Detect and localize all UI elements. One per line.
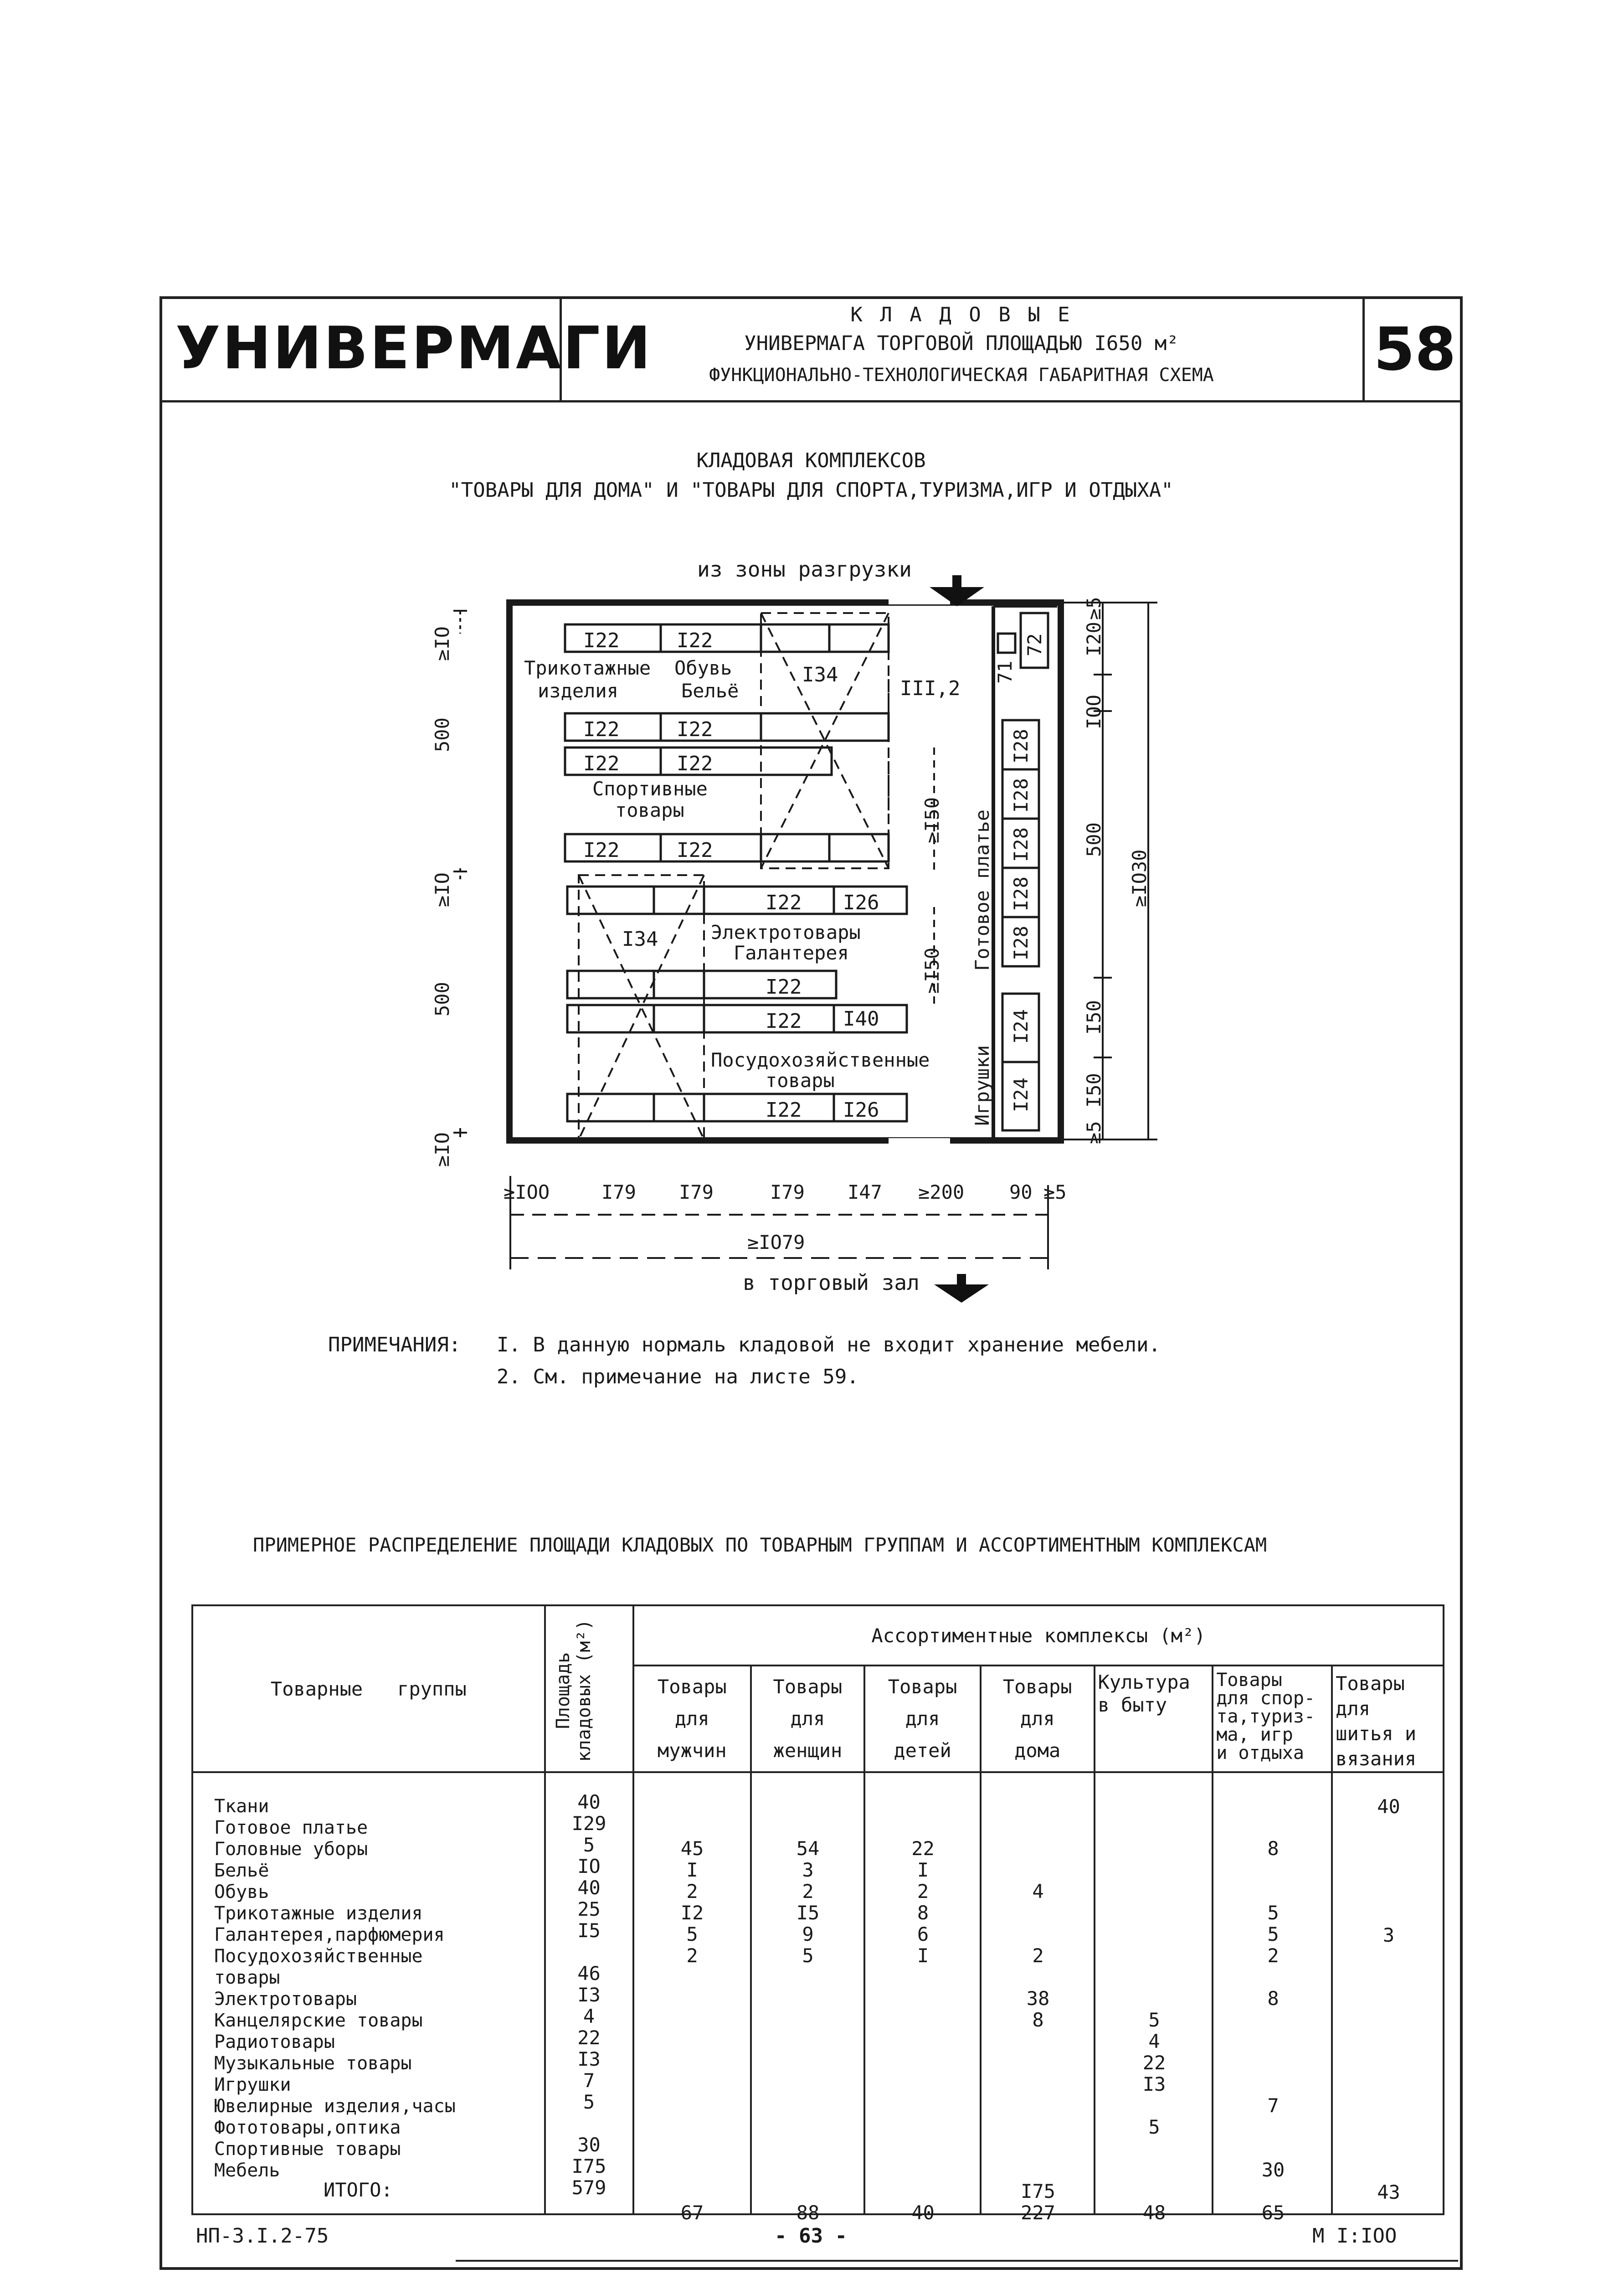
women-cell: 5	[802, 1944, 814, 1967]
svg-text:I50: I50	[1083, 1000, 1105, 1035]
svg-text:I22: I22	[583, 718, 620, 741]
table-women-column	[751, 1816, 865, 2223]
header-women: Товары для женщин	[751, 1665, 865, 1772]
sewing-cell	[1333, 1903, 1444, 1924]
note-2: 2. См. примечание на листе 59.	[497, 1365, 859, 1388]
sport-cell	[1213, 2138, 1333, 2159]
women-cell	[751, 2052, 865, 2073]
plan-title-1: КЛАДОВАЯ КОМПЛЕКСОВ	[696, 449, 926, 472]
svg-text:I79: I79	[601, 1181, 636, 1203]
svg-text:I22: I22	[677, 839, 713, 862]
women-cell	[751, 2181, 865, 2202]
sport-cell: 8	[1267, 1837, 1279, 1860]
svg-text:Бельё: Бельё	[681, 680, 739, 702]
svg-text:I22: I22	[766, 1098, 802, 1122]
header-title-2: УНИВЕРМАГА ТОРГОВОЙ ПЛОЩАДЬЮ I650 м²	[744, 332, 1179, 355]
group-row: Фототовары,оптика	[214, 2117, 401, 2138]
culture-cell: 5	[1148, 2009, 1160, 2031]
women-cell	[751, 1966, 865, 1988]
header-groups: Товарные группы	[192, 1605, 545, 1772]
sewing-cell: 3	[1382, 1924, 1395, 1946]
women-cell	[751, 2031, 865, 2052]
logo-title: УНИВЕРМАГИ	[175, 315, 653, 382]
group-row: Игрушки	[214, 2074, 291, 2095]
children-cell: 22	[911, 1837, 935, 1860]
svg-text:≥IO: ≥IO	[431, 1132, 453, 1167]
sheet-number: 58	[1373, 315, 1456, 384]
culture-cell	[1095, 1838, 1213, 1859]
table-children-column	[865, 1816, 981, 2223]
men-cell	[633, 2009, 751, 2031]
header-area: Площадь кладовых (м²)	[545, 1605, 633, 1772]
group-row: Готовое платье	[214, 1817, 368, 1838]
group-row: Электротовары	[214, 1989, 357, 2010]
women-cell: 88	[796, 2202, 820, 2224]
area-cell: 4	[583, 2005, 595, 2027]
home-cell: 8	[1032, 2009, 1044, 2031]
culture-cell	[1095, 1881, 1213, 1902]
women-cell	[751, 2138, 865, 2159]
area-cell: 5	[583, 1834, 595, 1856]
culture-cell	[1095, 2138, 1213, 2159]
area-cell	[545, 1941, 633, 1963]
svg-text:I22: I22	[766, 1010, 802, 1033]
svg-text:I26: I26	[843, 1098, 879, 1122]
svg-text:Трикотажные: Трикотажные	[524, 657, 651, 679]
dim-total-bottom: ≥IO79	[747, 1231, 805, 1253]
sewing-cell	[1333, 1967, 1444, 1989]
sewing-cell	[1333, 2010, 1444, 2032]
svg-text:I79: I79	[770, 1181, 805, 1203]
men-cell	[633, 2159, 751, 2181]
svg-text:≥5: ≥5	[1083, 1121, 1105, 1144]
men-cell	[633, 1988, 751, 2009]
culture-cell: 5	[1148, 2116, 1160, 2138]
area-cell: I3	[577, 2048, 601, 2070]
home-cell: I75	[1021, 2180, 1055, 2202]
children-cell	[865, 2159, 981, 2181]
sport-cell	[1213, 1859, 1333, 1881]
svg-text:Электротовары: Электротовары	[711, 921, 861, 944]
sewing-cell	[1333, 2032, 1444, 2053]
sewing-cell	[1333, 1839, 1444, 1860]
women-cell: 9	[802, 1923, 814, 1945]
group-row: Радиотовары	[214, 2032, 335, 2052]
sport-cell	[1213, 2073, 1333, 2095]
svg-text:I24: I24	[1010, 1009, 1032, 1044]
svg-text:90: 90	[1009, 1181, 1033, 1203]
culture-cell	[1095, 1816, 1213, 1838]
group-row: Канцелярские товары	[214, 2010, 423, 2031]
sport-cell	[1213, 1881, 1333, 1902]
children-cell	[865, 2073, 981, 2095]
header-sewing: Товары для шитья и вязания	[1332, 1665, 1444, 1772]
area-cell: 22	[577, 2026, 601, 2049]
svg-text:I47: I47	[848, 1181, 882, 1203]
svg-text:≥IOO: ≥IOO	[504, 1181, 550, 1203]
men-cell: 5	[686, 1923, 698, 1945]
culture-cell	[1095, 1945, 1213, 1966]
group-row: товары	[214, 1967, 280, 1988]
children-cell: 6	[917, 1923, 929, 1945]
sewing-cell	[1333, 2117, 1444, 2139]
rack-label-134-bottom: I34	[622, 928, 658, 951]
svg-text:I22: I22	[583, 752, 620, 775]
sport-cell: 5	[1267, 1923, 1279, 1945]
culture-cell	[1095, 1859, 1213, 1881]
svg-text:I26: I26	[843, 891, 879, 914]
children-cell: 8	[917, 1902, 929, 1924]
toys-label: Игрушки	[971, 1045, 993, 1126]
svg-text:товары: товары	[766, 1069, 835, 1092]
svg-text:≥I50: ≥I50	[921, 797, 943, 843]
women-cell	[751, 1988, 865, 2009]
culture-cell	[1095, 1923, 1213, 1945]
sport-cell	[1213, 2031, 1333, 2052]
group-row: Ювелирные изделия,часы	[214, 2096, 456, 2117]
women-cell	[751, 2159, 865, 2181]
area-cell: 579	[571, 2176, 606, 2199]
svg-text:≥IO: ≥IO	[431, 626, 453, 661]
group-row: Посудохозяйственные	[214, 1946, 423, 1967]
svg-text:≥200: ≥200	[918, 1181, 965, 1203]
svg-text:товары: товары	[615, 799, 684, 821]
men-cell: 67	[680, 2202, 704, 2224]
children-cell: 40	[911, 2202, 935, 2224]
svg-text:≥IO: ≥IO	[431, 872, 453, 907]
svg-text:Обувь: Обувь	[674, 657, 732, 679]
children-cell	[865, 1988, 981, 2009]
svg-text:I28: I28	[1010, 729, 1032, 763]
table-home-column	[981, 1816, 1095, 2223]
culture-cell	[1095, 2095, 1213, 2116]
men-cell: 2	[686, 1880, 698, 1903]
svg-text:I28: I28	[1010, 827, 1032, 862]
from-unloading-label: из зоны разгрузки	[697, 557, 912, 582]
culture-cell: 22	[1142, 2052, 1166, 2074]
notes-label: ПРИМЕЧАНИЯ:	[328, 1333, 461, 1356]
home-cell: 4	[1032, 1880, 1044, 1903]
children-cell: 2	[917, 1880, 929, 1903]
header-complexes: Ассортиментные комплексы (м²)	[633, 1605, 1444, 1665]
right-racks	[998, 613, 1048, 1130]
svg-text:I22: I22	[677, 718, 713, 741]
svg-text:71: 71	[994, 660, 1016, 684]
men-cell: I	[686, 1859, 698, 1881]
home-cell: 38	[1026, 1987, 1050, 2010]
home-cell	[981, 1923, 1095, 1945]
header-home: Товары для дома	[981, 1665, 1095, 1772]
header-sport: Товары для спор- та,туриз- ма, игр и отдыха	[1213, 1665, 1332, 1772]
children-cell	[865, 2181, 981, 2202]
sewing-cell	[1333, 1882, 1444, 1903]
table-sport-column	[1213, 1816, 1333, 2223]
home-cell	[981, 2073, 1095, 2095]
svg-text:IOO: IOO	[1083, 695, 1105, 729]
group-row: Музыкальные товары	[214, 2053, 412, 2074]
header-men: Товары для мужчин	[633, 1665, 751, 1772]
table-area-column	[545, 1791, 633, 2198]
sewing-cell	[1333, 2139, 1444, 2160]
sport-cell: 5	[1267, 1902, 1279, 1924]
children-cell	[865, 2116, 981, 2138]
men-cell	[633, 2031, 751, 2052]
sewing-cell	[1333, 2160, 1444, 2181]
svg-text:Галантерея: Галантерея	[734, 942, 849, 964]
svg-text:Посудохозяйственные: Посудохозяйственные	[711, 1049, 930, 1071]
svg-text:500: 500	[431, 982, 453, 1016]
men-cell	[633, 2073, 751, 2095]
sport-cell	[1213, 2181, 1333, 2202]
area-cell: I75	[571, 2155, 606, 2177]
culture-cell	[1095, 2181, 1213, 2202]
table-men-column	[633, 1816, 751, 2223]
area-cell: 25	[577, 1898, 601, 1920]
home-cell	[981, 2095, 1095, 2116]
sport-cell	[1213, 2009, 1333, 2031]
svg-text:≥I50: ≥I50	[921, 947, 943, 994]
sewing-cell	[1333, 2074, 1444, 2096]
men-cell	[633, 1966, 751, 1988]
table-sewing-column	[1333, 1796, 1444, 2203]
header-culture: Культура в быту	[1095, 1665, 1213, 1772]
svg-text:I22: I22	[766, 891, 802, 914]
area-cell: IO	[577, 1855, 601, 1877]
home-cell: 2	[1032, 1944, 1044, 1967]
children-cell	[865, 2031, 981, 2052]
children-cell	[865, 2009, 981, 2031]
area-cell	[545, 2113, 633, 2134]
sport-cell	[1213, 1966, 1333, 1988]
home-cell: 227	[1021, 2202, 1055, 2224]
left-dimensions	[453, 611, 467, 1137]
plan-title-2: "ТОВАРЫ ДЛЯ ДОМА" И "ТОВАРЫ ДЛЯ СПОРТА,ТУРИЗМА,ИГР И ОТДЫХА"	[449, 479, 1173, 502]
svg-text:I40: I40	[843, 1007, 879, 1031]
culture-cell	[1095, 1902, 1213, 1923]
home-cell	[981, 1838, 1095, 1859]
group-row: Ткани	[214, 1796, 269, 1817]
sport-cell: 2	[1267, 1944, 1279, 1967]
women-cell	[751, 1816, 865, 1838]
children-cell: I	[917, 1944, 929, 1967]
area-cell: I3	[577, 1984, 601, 2006]
sewing-cell	[1333, 1989, 1444, 2010]
area-cell: 7	[583, 2069, 595, 2092]
women-cell	[751, 2073, 865, 2095]
children-cell	[865, 2138, 981, 2159]
home-cell	[981, 1902, 1095, 1923]
svg-text:I24: I24	[1010, 1078, 1032, 1112]
culture-cell: I3	[1142, 2073, 1166, 2095]
group-row: Бельё	[214, 1860, 269, 1881]
sport-cell: 7	[1267, 2094, 1279, 2117]
women-cell: I5	[796, 1902, 820, 1924]
area-cell: I29	[571, 1812, 606, 1835]
svg-text:I22: I22	[677, 629, 713, 652]
ready-dress-label: Готовое платье	[971, 809, 993, 971]
rack-label-134-top: I34	[802, 663, 838, 686]
home-cell	[981, 1966, 1095, 1988]
footer-page: - 63 -	[775, 2224, 847, 2248]
culture-cell	[1095, 1988, 1213, 2009]
men-cell: I2	[680, 1902, 704, 1924]
sport-cell: 30	[1261, 2159, 1285, 2181]
sewing-cell: 40	[1377, 1795, 1400, 1818]
area-cell: 5	[583, 2091, 595, 2113]
children-cell	[865, 1966, 981, 1988]
women-cell: 3	[802, 1859, 814, 1881]
sport-cell	[1213, 2052, 1333, 2073]
sewing-cell	[1333, 1946, 1444, 1967]
total-label: ИТОГО:	[324, 2179, 393, 2201]
svg-text:≥5: ≥5	[1083, 597, 1105, 620]
group-row: Мебель	[214, 2160, 280, 2181]
svg-text:I22: I22	[677, 752, 713, 775]
men-cell: 45	[680, 1837, 704, 1860]
men-cell	[633, 2052, 751, 2073]
svg-text:Спортивные: Спортивные	[592, 778, 708, 800]
culture-cell: 4	[1148, 2030, 1160, 2052]
men-cell	[633, 2095, 751, 2116]
table-title: ПРИМЕРНОЕ РАСПРЕДЕЛЕНИЕ ПЛОЩАДИ КЛАДОВЫХ ПО ТОВАРНЫМ ГРУППАМ И АССОРТИМЕНТНЫМ КОМПЛЕКСАМ	[253, 1534, 1267, 1556]
home-cell	[981, 2138, 1095, 2159]
svg-text:≥5: ≥5	[1043, 1181, 1067, 1203]
home-cell	[981, 1859, 1095, 1881]
men-cell	[633, 1816, 751, 1838]
home-cell	[981, 2031, 1095, 2052]
children-cell	[865, 2095, 981, 2116]
area-cell: 40	[577, 1877, 601, 1899]
sport-cell: 8	[1267, 1987, 1279, 2010]
area-cell: 40	[577, 1791, 601, 1813]
group-row: Обувь	[214, 1882, 269, 1903]
home-cell	[981, 2159, 1095, 2181]
svg-text:I22: I22	[583, 839, 620, 862]
women-cell: 54	[796, 1837, 820, 1860]
svg-text:I22: I22	[766, 975, 802, 999]
men-cell	[633, 2181, 751, 2202]
svg-text:I28: I28	[1010, 778, 1032, 813]
area-111: III,2	[900, 677, 961, 700]
area-cell: 30	[577, 2134, 601, 2156]
culture-cell: 48	[1142, 2202, 1166, 2224]
header-title-1: К Л А Д О В Ы Е	[850, 303, 1073, 326]
group-row: Галантерея,парфюмерия	[214, 1924, 445, 1945]
home-cell	[981, 1816, 1095, 1838]
women-cell: 2	[802, 1880, 814, 1903]
sport-cell	[1213, 1816, 1333, 1838]
men-cell	[633, 2116, 751, 2138]
sewing-cell: 43	[1377, 2181, 1400, 2203]
sport-cell: 65	[1261, 2202, 1285, 2224]
svg-text:I79: I79	[679, 1181, 714, 1203]
women-cell	[751, 2116, 865, 2138]
note-1: I. В данную нормаль кладовой не входит хранение мебели.	[497, 1333, 1161, 1356]
group-row: Трикотажные изделия	[214, 1903, 423, 1924]
sewing-cell	[1333, 2053, 1444, 2074]
area-cell: I5	[577, 1919, 601, 1942]
svg-text:500: 500	[1083, 822, 1105, 857]
culture-cell	[1095, 1966, 1213, 1988]
children-cell: I	[917, 1859, 929, 1881]
svg-text:500: 500	[431, 717, 453, 752]
children-cell	[865, 2052, 981, 2073]
sewing-cell	[1333, 2096, 1444, 2117]
sewing-cell	[1333, 1860, 1444, 1882]
svg-text:I22: I22	[583, 629, 620, 652]
svg-text:I28: I28	[1010, 877, 1032, 911]
svg-text:I50: I50	[1083, 1073, 1105, 1108]
sport-cell	[1213, 2116, 1333, 2138]
svg-text:I28: I28	[1010, 926, 1032, 960]
header-children: Товары для детей	[864, 1665, 981, 1772]
footer-code: НП-3.I.2-75	[196, 2224, 329, 2248]
women-cell	[751, 2095, 865, 2116]
svg-text:изделия: изделия	[538, 680, 619, 702]
men-cell: 2	[686, 1944, 698, 1967]
children-cell	[865, 1816, 981, 1838]
men-cell	[633, 2138, 751, 2159]
home-cell	[981, 2052, 1095, 2073]
sewing-cell	[1333, 1817, 1444, 1839]
group-row: Спортивные товары	[214, 2139, 401, 2160]
women-cell	[751, 2009, 865, 2031]
group-row: Головные уборы	[214, 1839, 368, 1860]
svg-text:I20: I20	[1083, 622, 1105, 656]
area-cell: 46	[577, 1962, 601, 1985]
to-hall-label: в торговый зал	[743, 1270, 920, 1295]
table-groups-column	[214, 1796, 456, 2181]
footer-scale: М I:IOO	[1312, 2224, 1397, 2248]
header-title-3: ФУНКЦИОНАЛЬНО-ТЕХНОЛОГИЧЕСКАЯ ГАБАРИТНАЯ СХЕМА	[709, 365, 1214, 386]
table-culture-column	[1095, 1816, 1213, 2223]
footer-line	[456, 2260, 1458, 2262]
dim-total-right: ≥IO30	[1128, 849, 1151, 907]
culture-cell	[1095, 2159, 1213, 2181]
home-cell	[981, 2116, 1095, 2138]
svg-text:72: 72	[1023, 633, 1046, 656]
